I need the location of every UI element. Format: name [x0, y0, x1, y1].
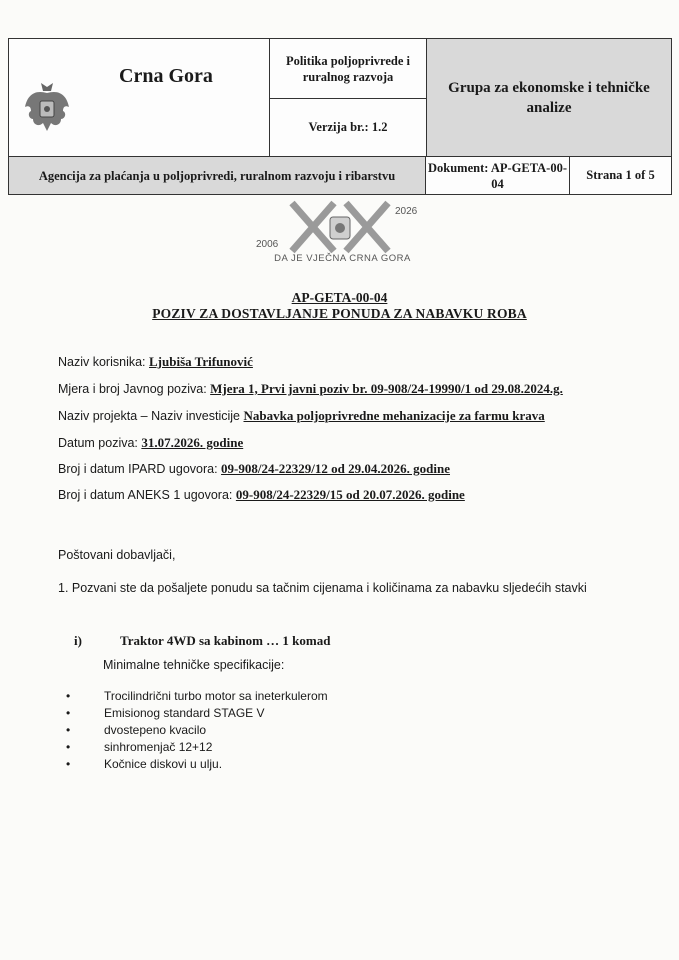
field-value: 09-908/24-22329/12 od 29.04.2026. godine	[221, 461, 450, 476]
xx-emblem-icon	[286, 199, 394, 255]
header-page-cell	[569, 156, 672, 195]
list-item: • sinhromenjač 12+12	[66, 740, 213, 754]
list-item: • Kočnice diskovi u ulju.	[66, 757, 223, 771]
agency-name: Agencija za plaćanja u poljoprivredi, ruralnom razvoju i ribarstvu	[38, 168, 396, 183]
bullet-icon: •	[66, 740, 71, 754]
sub-item-title: Traktor 4WD sa kabinom … 1 komad	[120, 633, 331, 648]
anniversary-motto: DA JE VJEČNA CRNA GORA	[274, 253, 411, 264]
field-date	[58, 435, 243, 451]
bullet-icon: •	[66, 689, 71, 703]
header-document-cell	[425, 156, 570, 195]
version-number: Verzija br.: 1.2	[308, 120, 388, 134]
field-label: Broj i datum ANEKS 1 ugovora:	[58, 488, 236, 502]
sub-item-index: i)	[74, 633, 82, 648]
policy-name: Politika poljoprivrede i ruralnog razvoja	[285, 53, 411, 84]
document-code: Dokument: AP-GETA-00-04	[427, 160, 567, 191]
field-value: Nabavka poljoprivredne mehanizacije za farmu krava	[243, 408, 545, 423]
spec-list	[58, 688, 328, 773]
field-value: 09-908/24-22329/15 od 20.07.2026. godine	[235, 487, 465, 502]
document-code-title: AP-GETA-00-04	[291, 290, 388, 305]
group-name: Grupa za ekonomske i tehničke analize	[448, 79, 650, 116]
field-label: Naziv projekta – Naziv investicije	[58, 409, 244, 423]
field-label: Datum poziva:	[58, 436, 142, 450]
header-policy-cell	[269, 38, 427, 99]
document-title: POZIV ZA DOSTAVLJANJE PONUDA ZA NABAVKU ROBA	[152, 306, 527, 321]
field-label: Mjera i broj Javnog poziva:	[58, 382, 211, 396]
field-value: Ljubiša Trifunović	[149, 354, 253, 369]
field-ipard-contract	[58, 461, 450, 477]
field-label: Broj i datum IPARD ugovora:	[58, 462, 222, 476]
header-table	[8, 38, 672, 195]
list-item: • dvostepeno kvacilo	[66, 723, 207, 737]
greeting: Poštovani dobavljači,	[58, 548, 176, 562]
page-number: Strana 1 of 5	[586, 168, 655, 182]
anniversary-year-start: 2006	[256, 239, 279, 250]
country-name: Crna Gora	[119, 65, 213, 87]
coat-of-arms-icon	[23, 81, 71, 135]
list-item: • Emisionog standard STAGE V	[66, 706, 265, 720]
anniversary-logo	[250, 197, 430, 267]
anniversary-year-end: 2026	[395, 206, 418, 217]
list-item: • Trocilindrični turbo motor sa ineterkulerom	[66, 689, 328, 703]
bullet-icon: •	[66, 723, 71, 737]
header-agency-cell	[8, 156, 426, 195]
field-beneficiary	[58, 354, 253, 370]
min-spec-heading: Minimalne tehničke specifikacije:	[103, 658, 285, 672]
field-value: Mjera 1, Prvi javni poziv br. 09-908/24-19990/1 od 29.08.2024.g.	[210, 381, 563, 396]
field-annex-contract	[58, 487, 465, 503]
field-label: Naziv korisnika:	[58, 355, 149, 369]
field-project	[58, 408, 545, 424]
field-measure	[58, 381, 563, 397]
bullet-icon: •	[66, 706, 71, 720]
header-group-cell	[426, 38, 672, 157]
header-version-cell	[269, 98, 427, 157]
item-1-text: 1. Pozvani ste da pošaljete ponudu sa tačnim cijenama i količinama za nabavku sljedećih stavki	[58, 581, 587, 595]
header-country-cell	[8, 38, 270, 157]
bullet-icon: •	[66, 757, 71, 771]
field-value: 31.07.2026. godine	[141, 435, 244, 450]
